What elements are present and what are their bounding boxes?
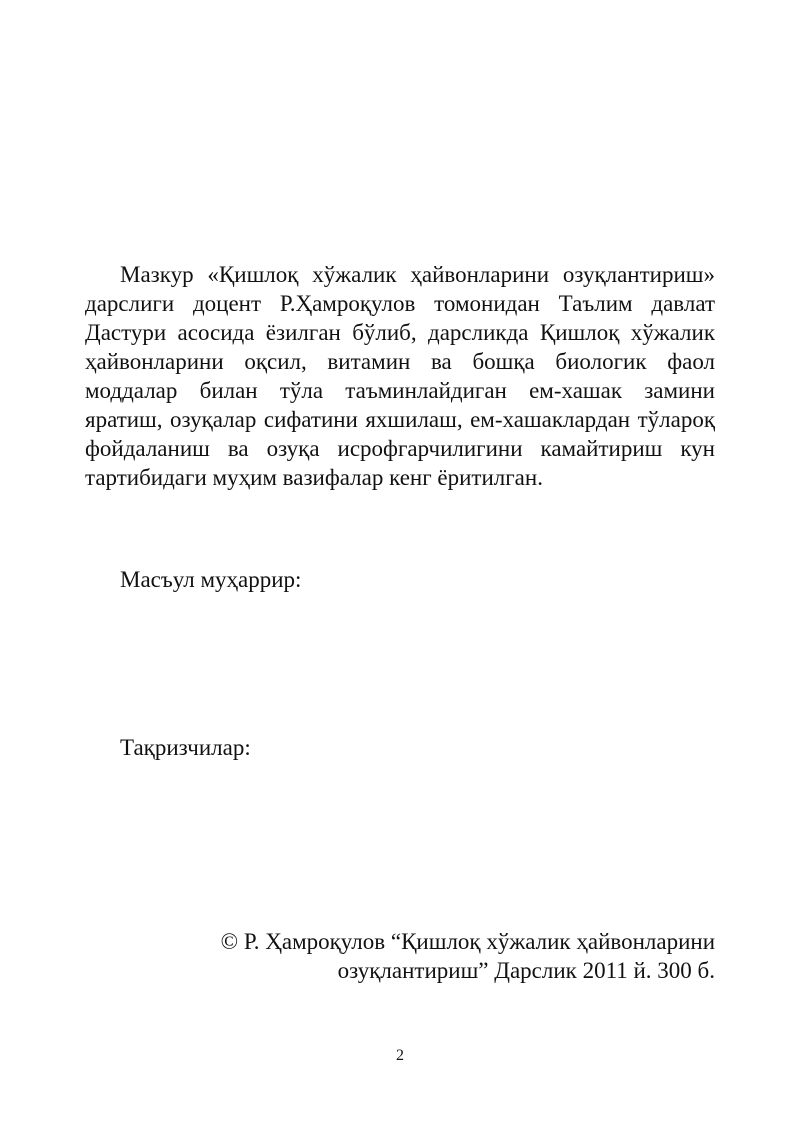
responsible-editor-label: Масъул муҳаррир:: [120, 567, 302, 592]
page-number: 2: [396, 1047, 404, 1064]
reviewers-label: Тақризчилар:: [120, 735, 251, 760]
book-abstract: Мазкур «Қишлоқ хўжалик ҳайвонларини озуқлантириш» дарслиги доцент Р.Ҳамроқулов томонидан Таълим давлат Дастури асосида ёзилган бўлиб, дарсликда Қишлоқ хўжалик ҳайвонларини оқсил, витамин ва бошқа биологик фаол моддалар билан тўла таъминлайдиган ем-хашак замини яратиш, озуқалар сифатини яхшилаш, ем-хашаклардан тўлароқ фойдаланиш ва озуқа исрофгарчилигини камайтириш кун тартибидаги муҳим вазифалар кенг ёритилган.: [85, 262, 715, 490]
copyright-line-1: © Р. Ҳамроқулов “Қишлоқ хўжалик ҳайвонларини: [220, 929, 715, 954]
copyright-line-2: озуқлантириш” Дарслик 2011 й. 300 б.: [337, 958, 715, 983]
copyright-notice: [155, 927, 715, 985]
